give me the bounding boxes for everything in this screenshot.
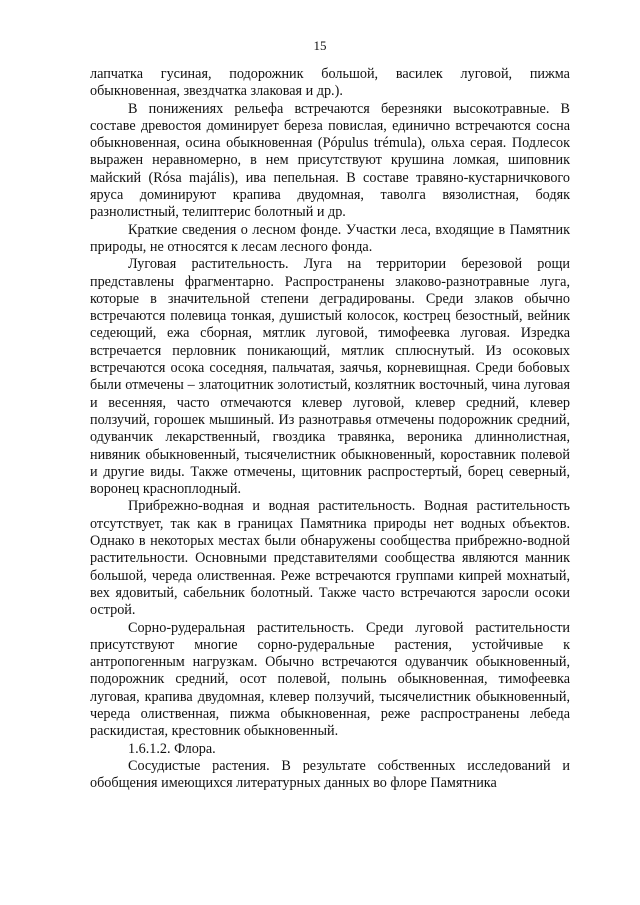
paragraph: Сосудистые растения. В результате собственных исследований и обобщения имеющихся литературных данных во флоре Памятника [90,757,570,792]
paragraph: Прибрежно-водная и водная растительность. Водная растительность отсутствует, так как в границах Памятника природы нет водных объектов. Однако в некоторых местах были обнаружены сообщества прибрежно-водной растительности. Основными представителями сообщества являются манник большой, череда олиственная. Реже встречаются группами кипрей мохнатый, вех ядовитый, сабельник болотный. Также часто встречаются заросли осоки острой. [90,498,570,619]
paragraph: В понижениях рельефа встречаются березняки высокотравные. В составе древостоя доминирует береза повислая, единично встречаются сосна обыкновенная, осина обыкновенная (Pópulus trémula), ольха серая. Подлесок выражен неравномерно, в нем присутствуют крушина ломкая, шиповник майский (Rósa majális), ива пепельная. В составе травяно-кустарничкового яруса доминируют крапива двудомная, таволга вязолистная, бодяк разнолистный, телиптерис болотный и др. [90,100,570,221]
section-heading: 1.6.1.2. Флора. [128,740,216,757]
paragraph: Краткие сведения о лесном фонде. Участки леса, входящие в Памятник природы, не относятся к лесам лесного фонда. [90,221,570,255]
paragraph: Сорно-рудеральная растительность. Среди луговой растительности присутствуют многие сорно-рудеральные растения, устойчивые к антропогенным нагрузкам. Обычно встречаются одуванчик обыкновенный, подорожник средний, осот полевой, полынь обыкновенная, тимофеевка луговая, крапива двудомная, клевер ползучий, тысячелистник обыкновенный, череда олиственная, пижма обыкновенная, реже распространены лебеда раскидистая, крестовник обыкновенный. [90,619,570,740]
document-body [90,66,570,792]
paragraph: Луговая растительность. Луга на территории березовой рощи представлены фрагментарно. Распространены злаково-разнотравные луга, которые в значительной степени деградированы. Среди злаков обычно встречаются полевица тонкая, душистый колосок, кострец безостный, вейник седеющий, ежа сборная, мятлик луговой, тимофеевка луговая. Изредка встречается перловник поникающий, мятлик сплюснутый. Из осоковых встречаются осока соседняя, пальчатая, заячья, корневищная. Среди бобовых были отмечены – златоцитник золотистый, козлятник восточный, чина луговая и весенняя, часто отмечаются клевер луговой, клевер средний, клевер ползучий, горошек мышиный. Из разнотравья отмечены подорожник средний, одуванчик лекарственный, гвоздика травянка, вероника длиннолистная, нивяник обыкновенный, тысячелистник обыкновенный, короставник полевой и другие виды. Также отмечены, щитовник распростертый, борец северный, воронец красноплодный. [90,256,570,498]
paragraph: лапчатка гусиная, подорожник большой, василек луговой, пижма обыкновенная, звездчатка злаковая и др.). [90,66,570,100]
page-number: 15 [313,38,327,53]
